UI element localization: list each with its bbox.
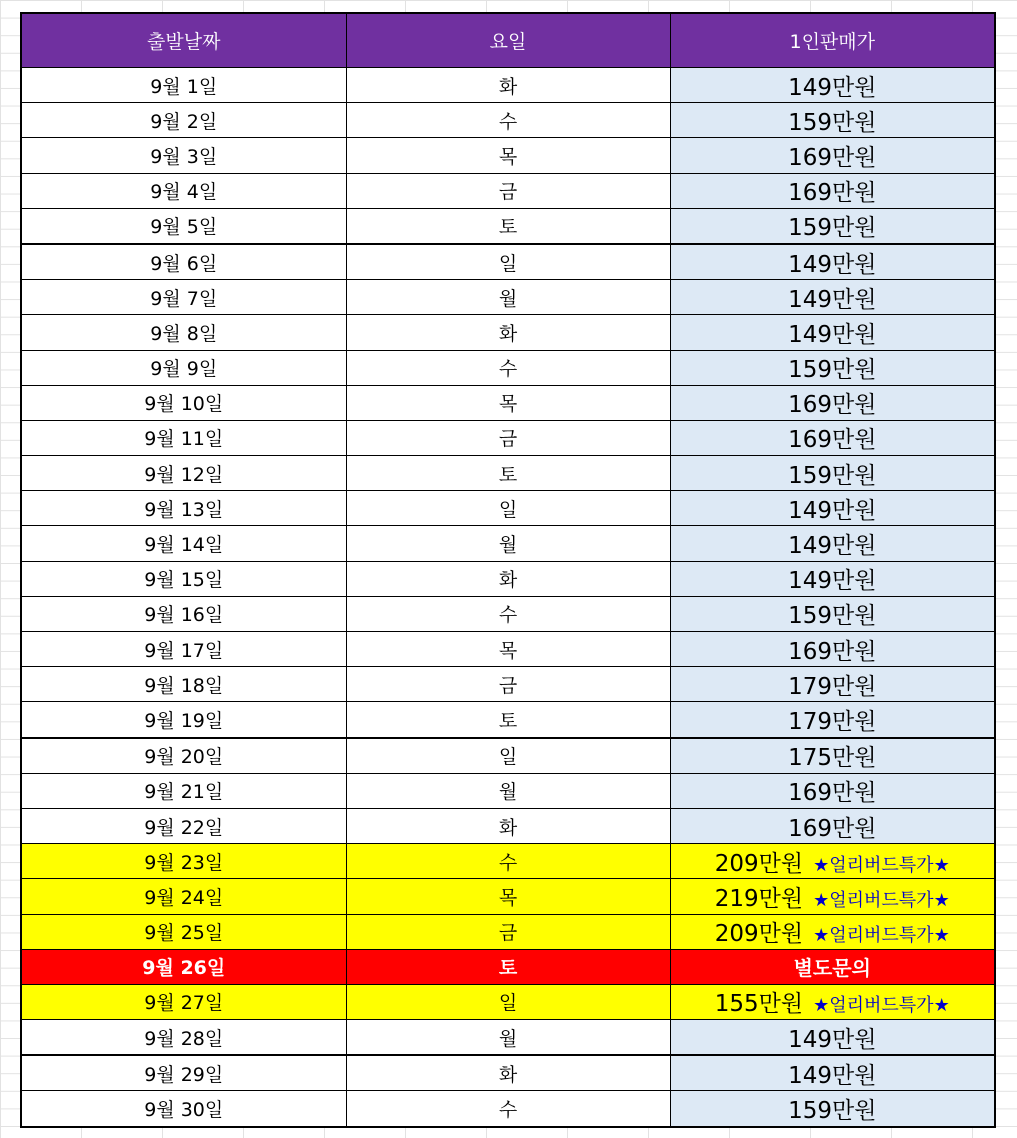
table-row bbox=[21, 491, 995, 526]
table-row bbox=[21, 738, 995, 774]
table-row bbox=[21, 1091, 995, 1127]
price-value: 149만원 bbox=[788, 497, 877, 524]
departure-date-cell[interactable]: 9월 27일 bbox=[21, 984, 346, 1019]
table-row bbox=[21, 702, 995, 738]
price-value: 149만원 bbox=[788, 1062, 877, 1089]
price-value: 159만원 bbox=[788, 357, 877, 384]
table-row bbox=[21, 1055, 995, 1091]
price-table bbox=[20, 12, 996, 1128]
departure-date-cell[interactable]: 9월 25일 bbox=[21, 914, 346, 949]
departure-date-cell[interactable]: 9월 12일 bbox=[21, 456, 346, 491]
weekday-cell[interactable]: 화 bbox=[346, 561, 670, 596]
price-value: 155만원 bbox=[714, 991, 804, 1018]
price-value: 169만원 bbox=[788, 392, 877, 419]
departure-date-cell[interactable]: 9월 21일 bbox=[21, 773, 346, 808]
departure-date-cell[interactable]: 9월 11일 bbox=[21, 420, 346, 455]
departure-date-cell[interactable]: 9월 14일 bbox=[21, 526, 346, 561]
table-body bbox=[21, 68, 995, 1127]
price-cell[interactable] bbox=[670, 350, 995, 385]
price-cell[interactable] bbox=[670, 103, 995, 138]
price-cell[interactable] bbox=[670, 702, 995, 738]
departure-date-cell[interactable]: 9월 30일 bbox=[21, 1091, 346, 1127]
price-value: 159만원 bbox=[788, 215, 877, 242]
table-row bbox=[21, 667, 995, 702]
departure-date-cell[interactable]: 9월 13일 bbox=[21, 491, 346, 526]
weekday-cell[interactable]: 화 bbox=[346, 315, 670, 350]
weekday-cell[interactable]: 토 bbox=[346, 456, 670, 491]
weekday-cell[interactable]: 수 bbox=[346, 350, 670, 385]
price-cell[interactable] bbox=[670, 632, 995, 667]
price-cell[interactable] bbox=[670, 138, 995, 173]
price-cell[interactable] bbox=[670, 420, 995, 455]
table-row bbox=[21, 1020, 995, 1056]
departure-date-cell[interactable]: 9월 26일 bbox=[21, 949, 346, 984]
price-cell[interactable] bbox=[670, 561, 995, 596]
table-row bbox=[21, 561, 995, 596]
weekday-cell[interactable]: 금 bbox=[346, 173, 670, 208]
price-value: 별도문의 bbox=[793, 956, 871, 981]
weekday-cell[interactable]: 수 bbox=[346, 103, 670, 138]
weekday-cell[interactable]: 토 bbox=[346, 702, 670, 738]
price-cell[interactable] bbox=[670, 173, 995, 208]
price-cell[interactable] bbox=[670, 208, 995, 244]
table-row bbox=[21, 350, 995, 385]
price-cell[interactable] bbox=[670, 596, 995, 631]
weekday-cell[interactable]: 월 bbox=[346, 773, 670, 808]
table-row bbox=[21, 138, 995, 173]
weekday-cell[interactable]: 금 bbox=[346, 420, 670, 455]
weekday-cell[interactable]: 월 bbox=[346, 1020, 670, 1056]
price-value: 219만원 bbox=[714, 885, 804, 912]
table-row bbox=[21, 456, 995, 491]
weekday-cell[interactable]: 목 bbox=[346, 138, 670, 173]
weekday-cell[interactable]: 일 bbox=[346, 738, 670, 774]
departure-date-cell[interactable]: 9월 10일 bbox=[21, 385, 346, 420]
departure-date-cell[interactable]: 9월 6일 bbox=[21, 244, 346, 280]
table-row bbox=[21, 844, 995, 879]
weekday-cell[interactable]: 수 bbox=[346, 1091, 670, 1127]
price-value: 179만원 bbox=[788, 708, 877, 735]
table-row bbox=[21, 315, 995, 350]
price-cell[interactable] bbox=[670, 456, 995, 491]
weekday-cell[interactable]: 화 bbox=[346, 808, 670, 843]
departure-date-cell[interactable]: 9월 4일 bbox=[21, 173, 346, 208]
departure-date-cell[interactable]: 9월 2일 bbox=[21, 103, 346, 138]
price-value: 169만원 bbox=[788, 427, 877, 454]
price-value: 209만원 bbox=[714, 921, 804, 948]
table-row bbox=[21, 632, 995, 667]
price-value: 149만원 bbox=[788, 1026, 877, 1053]
price-value: 209만원 bbox=[714, 850, 804, 877]
price-cell[interactable] bbox=[670, 879, 995, 914]
weekday-cell[interactable]: 목 bbox=[346, 879, 670, 914]
table-row bbox=[21, 914, 995, 949]
table-row bbox=[21, 879, 995, 914]
departure-date-cell[interactable]: 9월 5일 bbox=[21, 208, 346, 244]
price-cell[interactable] bbox=[670, 808, 995, 843]
price-value: 159만원 bbox=[788, 1098, 877, 1125]
price-value: 149만원 bbox=[788, 568, 877, 595]
weekday-cell[interactable]: 토 bbox=[346, 949, 670, 984]
table-row bbox=[21, 420, 995, 455]
departure-date-cell[interactable]: 9월 1일 bbox=[21, 68, 346, 103]
price-value: 149만원 bbox=[788, 321, 877, 348]
weekday-cell[interactable]: 월 bbox=[346, 526, 670, 561]
price-value: 159만원 bbox=[788, 603, 877, 630]
departure-date-cell[interactable]: 9월 20일 bbox=[21, 738, 346, 774]
price-value: 159만원 bbox=[788, 462, 877, 489]
table-row bbox=[21, 808, 995, 843]
price-value: 179만원 bbox=[788, 673, 877, 700]
early-bird-badge: ★얼리버드특가★ bbox=[813, 995, 950, 1017]
price-cell[interactable] bbox=[670, 914, 995, 949]
header-weekday[interactable]: 요일 bbox=[346, 13, 670, 68]
price-cell[interactable] bbox=[670, 738, 995, 774]
header-departure-date[interactable]: 출발날짜 bbox=[21, 13, 346, 68]
price-value: 149만원 bbox=[788, 74, 877, 101]
price-value: 175만원 bbox=[788, 745, 877, 772]
table-row bbox=[21, 949, 995, 984]
early-bird-badge: ★얼리버드특가★ bbox=[813, 889, 950, 911]
table-row bbox=[21, 984, 995, 1019]
table-row bbox=[21, 103, 995, 138]
table-row bbox=[21, 244, 995, 280]
price-value: 149만원 bbox=[788, 286, 877, 313]
departure-date-cell[interactable]: 9월 24일 bbox=[21, 879, 346, 914]
price-cell[interactable] bbox=[670, 385, 995, 420]
departure-date-cell[interactable]: 9월 9일 bbox=[21, 350, 346, 385]
departure-date-cell[interactable]: 9월 17일 bbox=[21, 632, 346, 667]
table-row bbox=[21, 208, 995, 244]
departure-date-cell[interactable]: 9월 22일 bbox=[21, 808, 346, 843]
price-cell[interactable] bbox=[670, 773, 995, 808]
header-price-per-person[interactable]: 1인판매가 bbox=[670, 13, 995, 68]
weekday-cell[interactable]: 금 bbox=[346, 914, 670, 949]
price-cell[interactable] bbox=[670, 68, 995, 103]
departure-date-cell[interactable]: 9월 19일 bbox=[21, 702, 346, 738]
table-row bbox=[21, 385, 995, 420]
price-value: 149만원 bbox=[788, 251, 877, 278]
weekday-cell[interactable]: 일 bbox=[346, 244, 670, 280]
weekday-cell[interactable]: 금 bbox=[346, 667, 670, 702]
price-cell[interactable] bbox=[670, 984, 995, 1019]
table-row bbox=[21, 68, 995, 103]
price-cell[interactable] bbox=[670, 949, 995, 984]
price-cell[interactable] bbox=[670, 526, 995, 561]
weekday-cell[interactable]: 월 bbox=[346, 280, 670, 315]
departure-date-cell[interactable]: 9월 15일 bbox=[21, 561, 346, 596]
price-value: 169만원 bbox=[788, 638, 877, 665]
departure-date-cell[interactable]: 9월 3일 bbox=[21, 138, 346, 173]
price-value: 169만원 bbox=[788, 144, 877, 171]
price-cell[interactable] bbox=[670, 667, 995, 702]
departure-date-cell[interactable]: 9월 23일 bbox=[21, 844, 346, 879]
weekday-cell[interactable]: 화 bbox=[346, 1055, 670, 1091]
price-cell[interactable] bbox=[670, 280, 995, 315]
departure-date-cell[interactable]: 9월 18일 bbox=[21, 667, 346, 702]
weekday-cell[interactable]: 화 bbox=[346, 68, 670, 103]
departure-date-cell[interactable]: 9월 29일 bbox=[21, 1055, 346, 1091]
table-row bbox=[21, 280, 995, 315]
weekday-cell[interactable]: 일 bbox=[346, 491, 670, 526]
table-row bbox=[21, 596, 995, 631]
price-cell[interactable] bbox=[670, 491, 995, 526]
price-value: 149만원 bbox=[788, 533, 877, 560]
weekday-cell[interactable]: 수 bbox=[346, 596, 670, 631]
departure-date-cell[interactable]: 9월 8일 bbox=[21, 315, 346, 350]
weekday-cell[interactable]: 목 bbox=[346, 385, 670, 420]
price-cell[interactable] bbox=[670, 244, 995, 280]
price-cell[interactable] bbox=[670, 1055, 995, 1091]
table-row bbox=[21, 526, 995, 561]
departure-date-cell[interactable]: 9월 16일 bbox=[21, 596, 346, 631]
weekday-cell[interactable]: 일 bbox=[346, 984, 670, 1019]
price-cell[interactable] bbox=[670, 1091, 995, 1127]
early-bird-badge: ★얼리버드특가★ bbox=[813, 925, 950, 947]
early-bird-badge: ★얼리버드특가★ bbox=[813, 854, 950, 876]
price-cell[interactable] bbox=[670, 1020, 995, 1056]
table-row bbox=[21, 173, 995, 208]
weekday-cell[interactable]: 수 bbox=[346, 844, 670, 879]
table-row bbox=[21, 773, 995, 808]
price-value: 169만원 bbox=[788, 815, 877, 842]
price-cell[interactable] bbox=[670, 844, 995, 879]
weekday-cell[interactable]: 토 bbox=[346, 208, 670, 244]
price-value: 159만원 bbox=[788, 109, 877, 136]
weekday-cell[interactable]: 목 bbox=[346, 632, 670, 667]
departure-date-cell[interactable]: 9월 28일 bbox=[21, 1020, 346, 1056]
price-value: 169만원 bbox=[788, 180, 877, 207]
departure-date-cell[interactable]: 9월 7일 bbox=[21, 280, 346, 315]
price-value: 169만원 bbox=[788, 780, 877, 807]
price-cell[interactable] bbox=[670, 315, 995, 350]
header-row bbox=[21, 13, 995, 68]
